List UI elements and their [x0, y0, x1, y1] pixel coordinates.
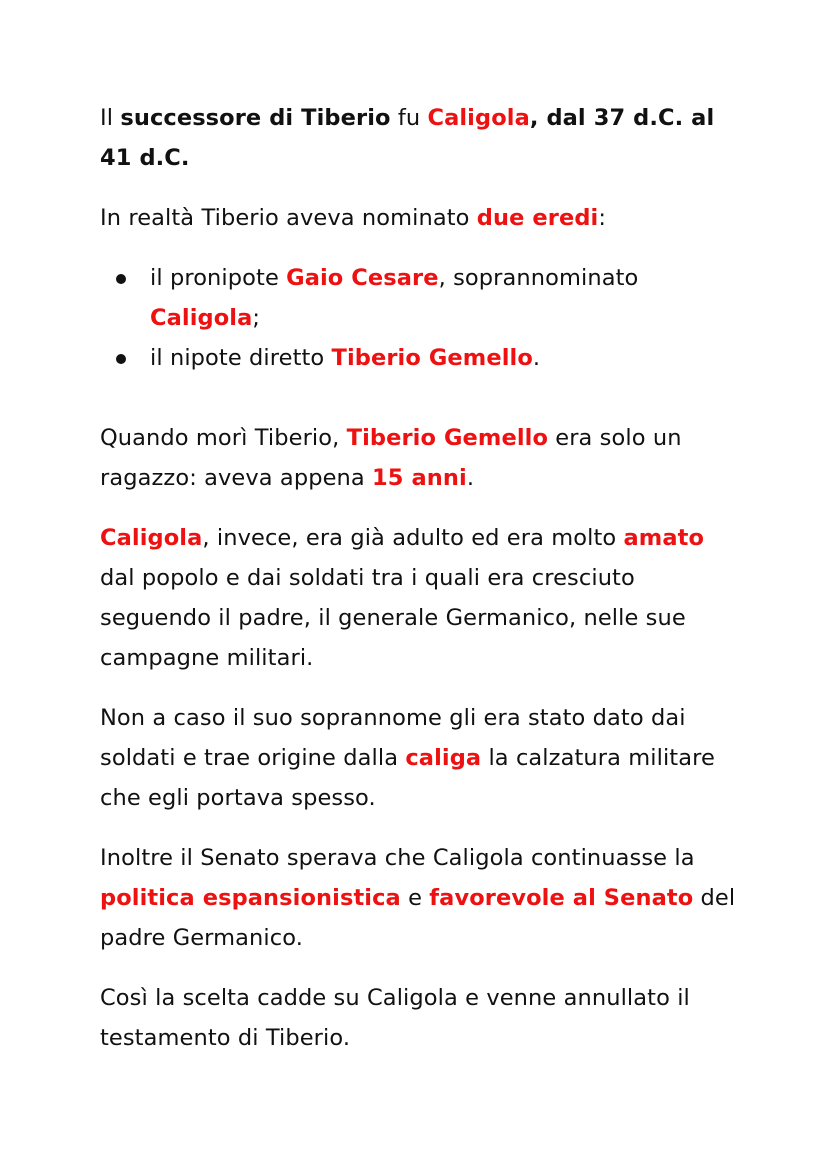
text-run: Il	[100, 105, 121, 131]
text-run: , soprannominato	[438, 265, 639, 291]
text-run: Così la scelta cadde su Caligola e venne annullato il testamento di Tiberio.	[100, 985, 690, 1051]
highlight-due-eredi: due eredi	[476, 205, 599, 231]
text-run: , invece, era già adulto ed era molto	[202, 525, 624, 551]
paragraph-heirs	[100, 198, 740, 238]
list-item	[150, 258, 740, 338]
text-run: il nipote diretto	[150, 345, 332, 371]
text-run: .	[532, 345, 541, 371]
paragraph-caligola-adult	[100, 518, 740, 678]
text-run: , dal	[529, 105, 594, 131]
highlight-tiberio-gemello: Tiberio Gemello	[331, 345, 533, 371]
text-run: e	[400, 885, 430, 911]
highlight-gaio-cesare: Gaio Cesare	[286, 265, 439, 291]
text-run: .	[466, 465, 475, 491]
highlight-15-anni: 15 anni	[372, 465, 467, 491]
highlight-politica-espansionistica: politica espansionistica	[100, 885, 401, 911]
highlight-tiberio-gemello: Tiberio Gemello	[346, 425, 548, 451]
paragraph-senate	[100, 838, 740, 958]
text-run: era solo un ragazzo: aveva appena	[100, 425, 682, 491]
bold-successore: successore di Tiberio	[120, 105, 391, 131]
highlight-amato: amato	[623, 525, 705, 551]
text-run: Inoltre il Senato sperava che Caligola continuasse la	[100, 845, 695, 871]
text-run: il pronipote	[150, 265, 287, 291]
bold-dates: 37 d.C. al 41 d.C.	[100, 105, 715, 171]
text-run: dal popolo e dai soldati tra i quali era cresciuto seguendo il padre, il generale Germanico, nelle sue campagne militari.	[100, 565, 686, 671]
highlight-favorevole-al-senato: favorevole al Senato	[429, 885, 694, 911]
text-run: ;	[252, 305, 261, 331]
paragraph-nickname	[100, 698, 740, 818]
heirs-list	[100, 258, 740, 378]
paragraph-gemello	[100, 418, 740, 498]
highlight-caligola: Caligola	[100, 525, 203, 551]
highlight-caliga: caliga	[405, 745, 482, 771]
paragraph-successor	[100, 98, 740, 178]
paragraph-conclusion	[100, 978, 740, 1058]
list-item	[150, 338, 740, 378]
text-run: del padre Germanico.	[100, 885, 736, 951]
text-run: Quando morì Tiberio,	[100, 425, 347, 451]
text-run: :	[598, 205, 607, 231]
highlight-caligola: Caligola	[150, 305, 253, 331]
document-page	[100, 98, 740, 1078]
text-run: la calzatura militare che egli portava spesso.	[100, 745, 715, 811]
text-run: Non a caso il suo soprannome gli era stato dato dai soldati e trae origine dalla	[100, 705, 686, 771]
text-run: fu	[390, 105, 428, 131]
highlight-caligola: Caligola	[427, 105, 530, 131]
text-run: In realtà Tiberio aveva nominato	[100, 205, 477, 231]
